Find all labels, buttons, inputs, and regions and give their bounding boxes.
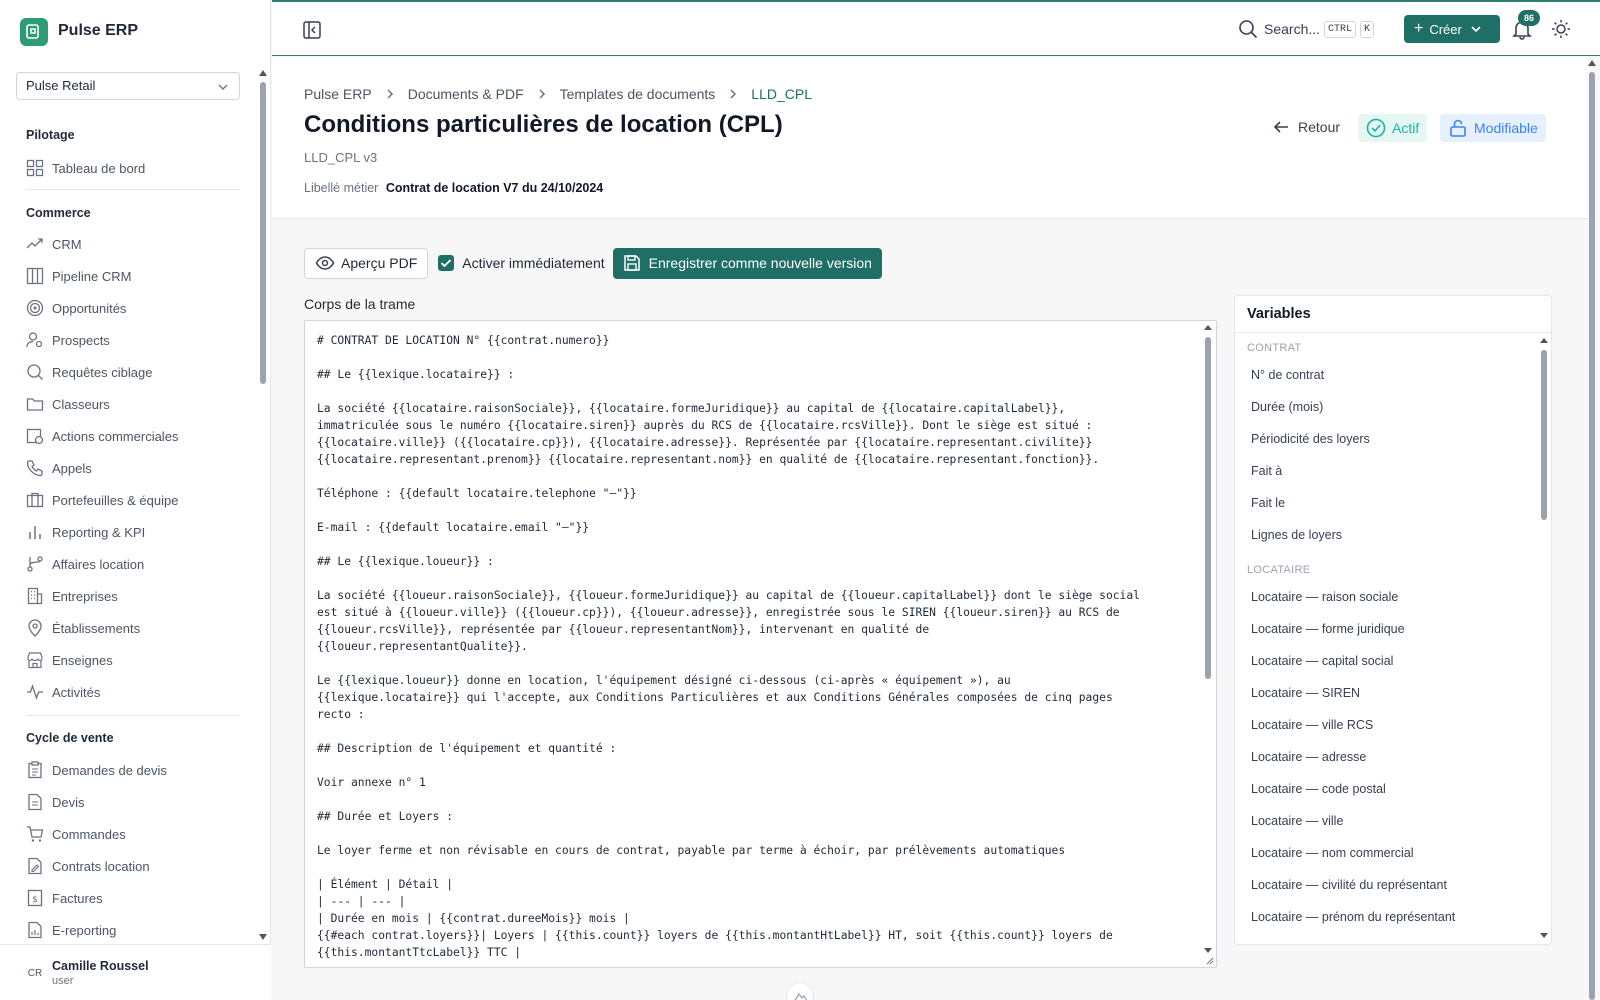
- variable-item[interactable]: Locataire — ville: [1251, 814, 1344, 828]
- sidebar-item-portefeuilles[interactable]: [26, 489, 178, 511]
- sidebar-item-label: E-reporting: [52, 922, 117, 938]
- sidebar-item-tableau-de-bord[interactable]: [26, 157, 145, 179]
- store-icon: [26, 651, 44, 669]
- status-modifiable-label: Modifiable: [1474, 120, 1538, 136]
- briefcase-icon: [26, 491, 44, 509]
- sidebar-item-label: Demandes de devis: [52, 762, 167, 778]
- resize-handle-icon[interactable]: [1204, 955, 1214, 965]
- divider: [1235, 332, 1552, 333]
- preview-pdf-button[interactable]: [304, 248, 428, 279]
- sidebar-item-factures[interactable]: [26, 887, 103, 909]
- user-menu[interactable]: [0, 944, 271, 1000]
- sidebar-item-label: Enseignes: [52, 652, 113, 668]
- variable-item[interactable]: Locataire — prénom du représentant: [1251, 910, 1456, 924]
- search-label: Search...: [1264, 21, 1321, 37]
- variable-item[interactable]: N° de contrat: [1251, 368, 1325, 382]
- sidebar-item-pipeline-crm[interactable]: [26, 265, 131, 287]
- trending-up-icon: [26, 235, 44, 253]
- sidebar-collapse-icon[interactable]: [302, 20, 322, 40]
- variable-item[interactable]: Lignes de loyers: [1251, 528, 1343, 542]
- eye-icon: [315, 253, 335, 273]
- user-search-icon: [26, 331, 44, 349]
- sidebar-divider: [26, 189, 240, 190]
- sidebar-item-label: Appels: [52, 460, 92, 476]
- scroll-thumb[interactable]: [1589, 72, 1595, 1000]
- scroll-thumb[interactable]: [1205, 337, 1211, 679]
- sidebar-item-label: Reporting & KPI: [52, 524, 146, 540]
- sidebar-item-label: Tableau de bord: [52, 160, 146, 176]
- scroll-down-arrow-icon[interactable]: [1540, 933, 1548, 938]
- scroll-up-arrow-icon[interactable]: [1540, 338, 1548, 343]
- libelle-value: Contrat de location V7 du 24/10/2024: [385, 181, 604, 195]
- editor-label: Corps de la trame: [304, 296, 416, 312]
- breadcrumb-item[interactable]: Pulse ERP: [304, 86, 372, 102]
- sidebar-item-requetes-ciblage[interactable]: [26, 361, 152, 383]
- notification-badge: 86: [1518, 10, 1540, 26]
- variable-item[interactable]: Locataire — forme juridique: [1251, 622, 1405, 636]
- variable-item[interactable]: Fait le: [1251, 496, 1286, 510]
- template-body-editor[interactable]: [304, 320, 1217, 968]
- sidebar-item-label: Factures: [52, 890, 103, 906]
- save-new-version-button[interactable]: [613, 248, 882, 279]
- chevron-down-icon: [1470, 23, 1482, 35]
- sidebar-item-label: Requêtes ciblage: [52, 364, 153, 380]
- variables-scrollbar[interactable]: [1540, 338, 1548, 938]
- variable-item[interactable]: Locataire — code postal: [1251, 782, 1386, 796]
- sidebar-item-appels[interactable]: [26, 457, 92, 479]
- variables-title: Variables: [1247, 306, 1311, 322]
- sidebar-item-affaires-location[interactable]: [26, 553, 144, 575]
- page-scrollbar[interactable]: [1588, 60, 1596, 1000]
- breadcrumb-item[interactable]: Documents & PDF: [407, 86, 524, 102]
- create-label: Créer: [1429, 21, 1462, 37]
- scroll-up-arrow-icon[interactable]: [259, 70, 267, 76]
- scroll-down-arrow-icon[interactable]: [1204, 948, 1212, 953]
- breadcrumb-current: LLD_CPL: [751, 86, 812, 102]
- sidebar-item-label: CRM: [52, 236, 82, 252]
- building-icon: [26, 587, 44, 605]
- sidebar-item-prospects[interactable]: [26, 329, 110, 351]
- chevron-right-icon: [384, 88, 396, 100]
- checkbox-checked[interactable]: [438, 255, 454, 271]
- sidebar-item-label: Classeurs: [52, 396, 110, 412]
- sidebar-item-label: Contrats location: [52, 858, 150, 874]
- sidebar-item-label: Devis: [52, 794, 85, 810]
- sidebar-item-entreprises[interactable]: [26, 585, 118, 607]
- activate-checkbox[interactable]: [438, 255, 604, 271]
- activity-icon: [26, 683, 44, 701]
- sidebar-item-label: Portefeuilles & équipe: [52, 492, 179, 508]
- variable-group-locataire: LOCATAIRE: [1247, 564, 1311, 576]
- sidebar-item-demandes-de-devis[interactable]: [26, 759, 167, 781]
- breadcrumb: [304, 84, 812, 104]
- editor-toolbar: [304, 247, 882, 279]
- svg-text:$: $: [32, 895, 38, 905]
- scroll-up-arrow-icon[interactable]: [1204, 325, 1212, 330]
- target-icon: [26, 299, 44, 317]
- cart-icon: [26, 825, 44, 843]
- preview-pdf-label: Aperçu PDF: [341, 255, 418, 271]
- variable-item[interactable]: Périodicité des loyers: [1251, 432, 1370, 446]
- sidebar-item-reporting-kpi[interactable]: [26, 521, 145, 543]
- create-button[interactable]: [1404, 15, 1500, 43]
- scroll-thumb[interactable]: [1541, 350, 1547, 520]
- sidebar-item-label: Établissements: [52, 620, 141, 636]
- template-body-text[interactable]: # CONTRAT DE LOCATION N° {{contrat.numero}} ## Le {{lexique.locataire}} : La société {{locataire.raisonSociale}}, {{locataire.formeJuridique}} au capital de {{locataire.capitalLabel}}, immatriculée sous le numéro {{locataire.siren}} auprès du RCS de {{locataire.rcsVille}}. Dont le siège est situé : {{locataire.ville}} ({{locataire.cp}}), {{locataire.adresse}}. Représentée par {{locataire.representant.civilite}} {{locataire.representant.prenom}} {{locataire.representant.nom}} en qualité de {{locataire.representant.fonction}}. Téléphone : {{default locataire.telephone "—"}} E-mail : {{default locataire.email "—"}} ## Le {{lexique.loueur}} : La société {{loueur.raisonSociale}}, {{loueur.formeJuridique}} au capital de {{loueur.capitalLabel}} dont le siège social est situé à {{loueur.ville}} ({{loueur.cp}}), {{loueur.adresse}}, enregistrée sous le SIREN {{loueur.siren}} au RCS de {{loueur.rcsVille}}, représentée par {{loueur.representantNom}}, intervenant en qualité de {{loueur.representantQualite}}. Le {{lexique.loueur}} donne en location, l'équipement désigné ci-dessous (ci-après « équipement »), au {{lexique.locataire}} qui l'accepte, aux Conditions Particulières et aux Conditions Générales composées de cinq pages recto : ## Description de l'équipement et quantité : Voir annexe n° 1 ## Durée et Loyers : Le loyer ferme et non révisable en cours de contrat, payable par terme à échoir, par prélèvements automatiques | Élément | Détail | | --- | --- | | Durée en mois | {{contrat.dureeMois}} mois | {{#each contrat.loyers}}| Loyers | {{this.count}} loyers de {{this.montantHtLabel}} HT, soit {{this.count}} loyers de {{this.montantTtcLabel}} TTC |: [317, 334, 1140, 959]
- page-subtitle: LLD_CPL v3: [304, 150, 378, 165]
- variable-item[interactable]: Locataire — nom commercial: [1251, 846, 1414, 860]
- sidebar-item-label: Pipeline CRM: [52, 268, 132, 284]
- search-icon: [26, 363, 44, 381]
- chevron-right-icon: [536, 88, 548, 100]
- file-text-icon: [26, 793, 44, 811]
- variables-panel: [1234, 295, 1552, 945]
- workspace-select-value: Pulse Retail: [26, 78, 96, 93]
- theme-toggle-sun-icon[interactable]: [1551, 19, 1571, 39]
- status-actif-label: Actif: [1392, 120, 1420, 136]
- devtools-toggle-button[interactable]: [786, 982, 814, 1000]
- back-label: Retour: [1298, 119, 1341, 135]
- variable-item[interactable]: Locataire — ville RCS: [1251, 718, 1374, 732]
- unlock-icon: [1448, 118, 1468, 138]
- clipboard-icon: [26, 761, 44, 779]
- map-pin-icon: [26, 619, 44, 637]
- shortcut-key-ctrl: CTRL: [1324, 21, 1356, 38]
- status-badge-actif: [1358, 114, 1427, 142]
- scroll-thumb[interactable]: [260, 82, 266, 384]
- variable-item[interactable]: Durée (mois): [1251, 400, 1324, 414]
- search-button[interactable]: [1238, 18, 1374, 40]
- activate-label: Activer immédiatement: [462, 255, 605, 271]
- sidebar-item-label: Prospects: [52, 332, 110, 348]
- file-chart-icon: [26, 921, 44, 939]
- scroll-up-arrow-icon[interactable]: [1588, 60, 1596, 66]
- sidebar-item-enseignes[interactable]: [26, 649, 113, 671]
- sidebar: [0, 0, 271, 1000]
- variable-item[interactable]: Fait à: [1251, 464, 1283, 478]
- dashboard-icon: [26, 159, 44, 177]
- sidebar-item-commandes[interactable]: [26, 823, 126, 845]
- sidebar-divider: [26, 715, 240, 716]
- columns-icon: [26, 267, 44, 285]
- avatar: CR: [27, 968, 43, 979]
- sidebar-scrollbar[interactable]: [259, 70, 267, 940]
- file-signature-icon: [26, 857, 44, 875]
- bar-chart-icon: [26, 523, 44, 541]
- chevron-right-icon: [727, 88, 739, 100]
- section-title-commerce: Commerce: [26, 206, 91, 220]
- check-circle-icon: [1366, 118, 1386, 138]
- sidebar-item-contrats-location[interactable]: [26, 855, 150, 877]
- sidebar-item-actions-commerciales[interactable]: [26, 425, 178, 447]
- check-icon: [438, 255, 454, 271]
- sidebar-item-label: Commandes: [52, 826, 126, 842]
- variable-item[interactable]: Locataire — SIREN: [1251, 686, 1361, 700]
- workspace-select[interactable]: [16, 72, 240, 100]
- libelle-metier: [304, 181, 603, 195]
- editor-scrollbar[interactable]: [1204, 325, 1212, 965]
- sidebar-item-label: Actions commerciales: [52, 428, 179, 444]
- sidebar-item-classeurs[interactable]: [26, 393, 110, 415]
- variable-item[interactable]: Locataire — raison sociale: [1251, 590, 1399, 604]
- sidebar-item-label: Entreprises: [52, 588, 118, 604]
- libelle-label: Libellé métier: [304, 181, 379, 195]
- folder-icon: [26, 395, 44, 413]
- sidebar-item-e-reporting[interactable]: [26, 919, 116, 941]
- variable-item[interactable]: Locataire — capital social: [1251, 654, 1394, 668]
- variable-item[interactable]: Locataire — civilité du représentant: [1251, 878, 1447, 892]
- save-icon: [623, 254, 641, 272]
- variable-group-contrat: CONTRAT: [1247, 342, 1302, 354]
- variable-item[interactable]: Locataire — adresse: [1251, 750, 1367, 764]
- scroll-down-arrow-icon[interactable]: [259, 934, 267, 940]
- invoice-icon: [26, 889, 44, 907]
- sidebar-item-activites[interactable]: [26, 681, 100, 703]
- sidebar-item-label: Affaires location: [52, 556, 145, 572]
- shortcut-key-k: K: [1360, 21, 1374, 38]
- breadcrumb-item[interactable]: Templates de documents: [559, 86, 716, 102]
- calendar-clock-icon: [26, 427, 44, 445]
- sidebar-item-label: Opportunités: [52, 300, 127, 316]
- arrow-left-icon: [1272, 118, 1290, 136]
- save-new-version-label: Enregistrer comme nouvelle version: [648, 255, 872, 271]
- page-title: Conditions particulières de location (CPL): [304, 111, 783, 138]
- app-name: Pulse ERP: [58, 22, 139, 39]
- topbar: [272, 0, 1600, 56]
- mountain-logo-icon: [793, 989, 809, 1000]
- app-logo[interactable]: [20, 18, 48, 46]
- user-name: Camille Roussel: [52, 959, 149, 973]
- section-title-cycle-de-vente: Cycle de vente: [26, 731, 114, 745]
- search-icon: [1238, 19, 1258, 39]
- sidebar-item-etablissements[interactable]: [26, 617, 140, 639]
- user-role: user: [52, 975, 74, 987]
- sidebar-item-devis[interactable]: [26, 791, 85, 813]
- back-button[interactable]: [1272, 118, 1340, 136]
- chevron-down-icon: [217, 81, 229, 93]
- plus-icon: +: [1414, 20, 1424, 37]
- sidebar-item-crm[interactable]: [26, 233, 82, 255]
- section-title-pilotage: Pilotage: [26, 128, 75, 142]
- sidebar-item-label: Activités: [52, 684, 101, 700]
- status-badge-modifiable: [1440, 114, 1546, 142]
- phone-icon: [26, 459, 44, 477]
- git-branch-icon: [26, 555, 44, 573]
- sidebar-item-opportunites[interactable]: [26, 297, 126, 319]
